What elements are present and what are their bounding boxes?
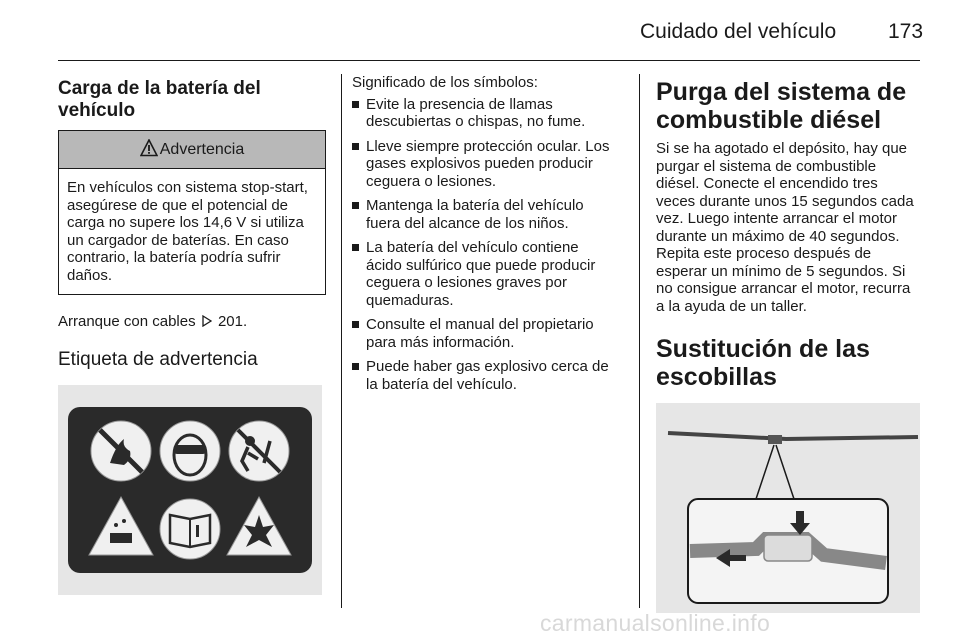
no-flame-icon <box>91 421 151 481</box>
cross-reference-text: Arranque con cables <box>58 313 196 330</box>
warning-text: En vehículos con sistema stop-start, asegúrese de que el potencial de carga no supere los 14,6 V si utiliza un cargador de baterías. En caso contrario, la batería podría sufrir daños. <box>67 179 308 284</box>
eye-protection-icon <box>160 421 220 481</box>
list-item: Lleve siempre protección ocular. Los gases explosivos pueden producir ceguera o lesiones. <box>352 138 612 191</box>
header-rule <box>58 60 920 61</box>
diesel-purge-paragraph: Si se ha agotado el depósito, hay que purgar el sistema de combustible diésel. Conecte el encendido tres veces durante unos 15 segundos cada vez. Luego intente arrancar el motor durante un máximo de 40 segundos. Repita este proceso después de esperar un mínimo de 5 segundos. Si no consigue arrancar el motor, recurra a la ayuda de un taller. <box>656 140 914 315</box>
section-heading-diesel-purge: Purga del sistema de combustible diésel <box>656 78 907 134</box>
warning-triangle-icon <box>140 139 158 157</box>
wiper-blade-illustration <box>656 403 920 613</box>
warning-box <box>58 130 326 295</box>
list-item: La batería del vehículo contiene ácido sulfúrico que puede producir ceguera o lesiones graves por quemaduras. <box>352 239 612 309</box>
warning-header <box>59 131 325 169</box>
column-1 <box>58 74 326 595</box>
battery-label-svg <box>58 385 322 595</box>
cross-reference-page-link[interactable]: 201. <box>217 313 248 330</box>
warning-title: Advertencia <box>159 141 245 158</box>
column-2 <box>352 74 612 400</box>
list-item: Evite la presencia de llamas descubiertas o chispas, no fume. <box>352 96 612 131</box>
column-3 <box>656 74 920 613</box>
column-divider-1 <box>341 74 342 608</box>
section-heading-battery-charging: Carga de la batería del vehículo <box>58 78 261 121</box>
page-reference-icon <box>202 315 212 327</box>
wiper-svg <box>656 403 920 613</box>
subheading-warning-label: Etiqueta de advertencia <box>58 348 258 370</box>
symbols-intro: Significado de los símbolos: <box>352 74 538 91</box>
list-item: Mantenga la batería del vehículo fuera del alcance de los niños. <box>352 197 612 232</box>
symbol-meanings-list <box>352 96 612 394</box>
cross-reference <box>58 313 326 331</box>
column-divider-2 <box>639 74 640 608</box>
read-manual-icon <box>160 499 220 559</box>
battery-warning-label-illustration <box>58 385 322 595</box>
section-heading-wiper-replacement: Sustitución de las escobillas <box>656 335 870 391</box>
list-item: Consulte el manual del propietario para más información. <box>352 316 612 351</box>
page-number: 173 <box>888 20 924 43</box>
list-item: Puede haber gas explosivo cerca de la batería del vehículo. <box>352 358 612 393</box>
keep-children-away-icon <box>229 421 289 481</box>
page-header-title: Cuidado del vehículo <box>640 20 837 43</box>
watermark: carmanualsonline.info <box>540 610 771 636</box>
